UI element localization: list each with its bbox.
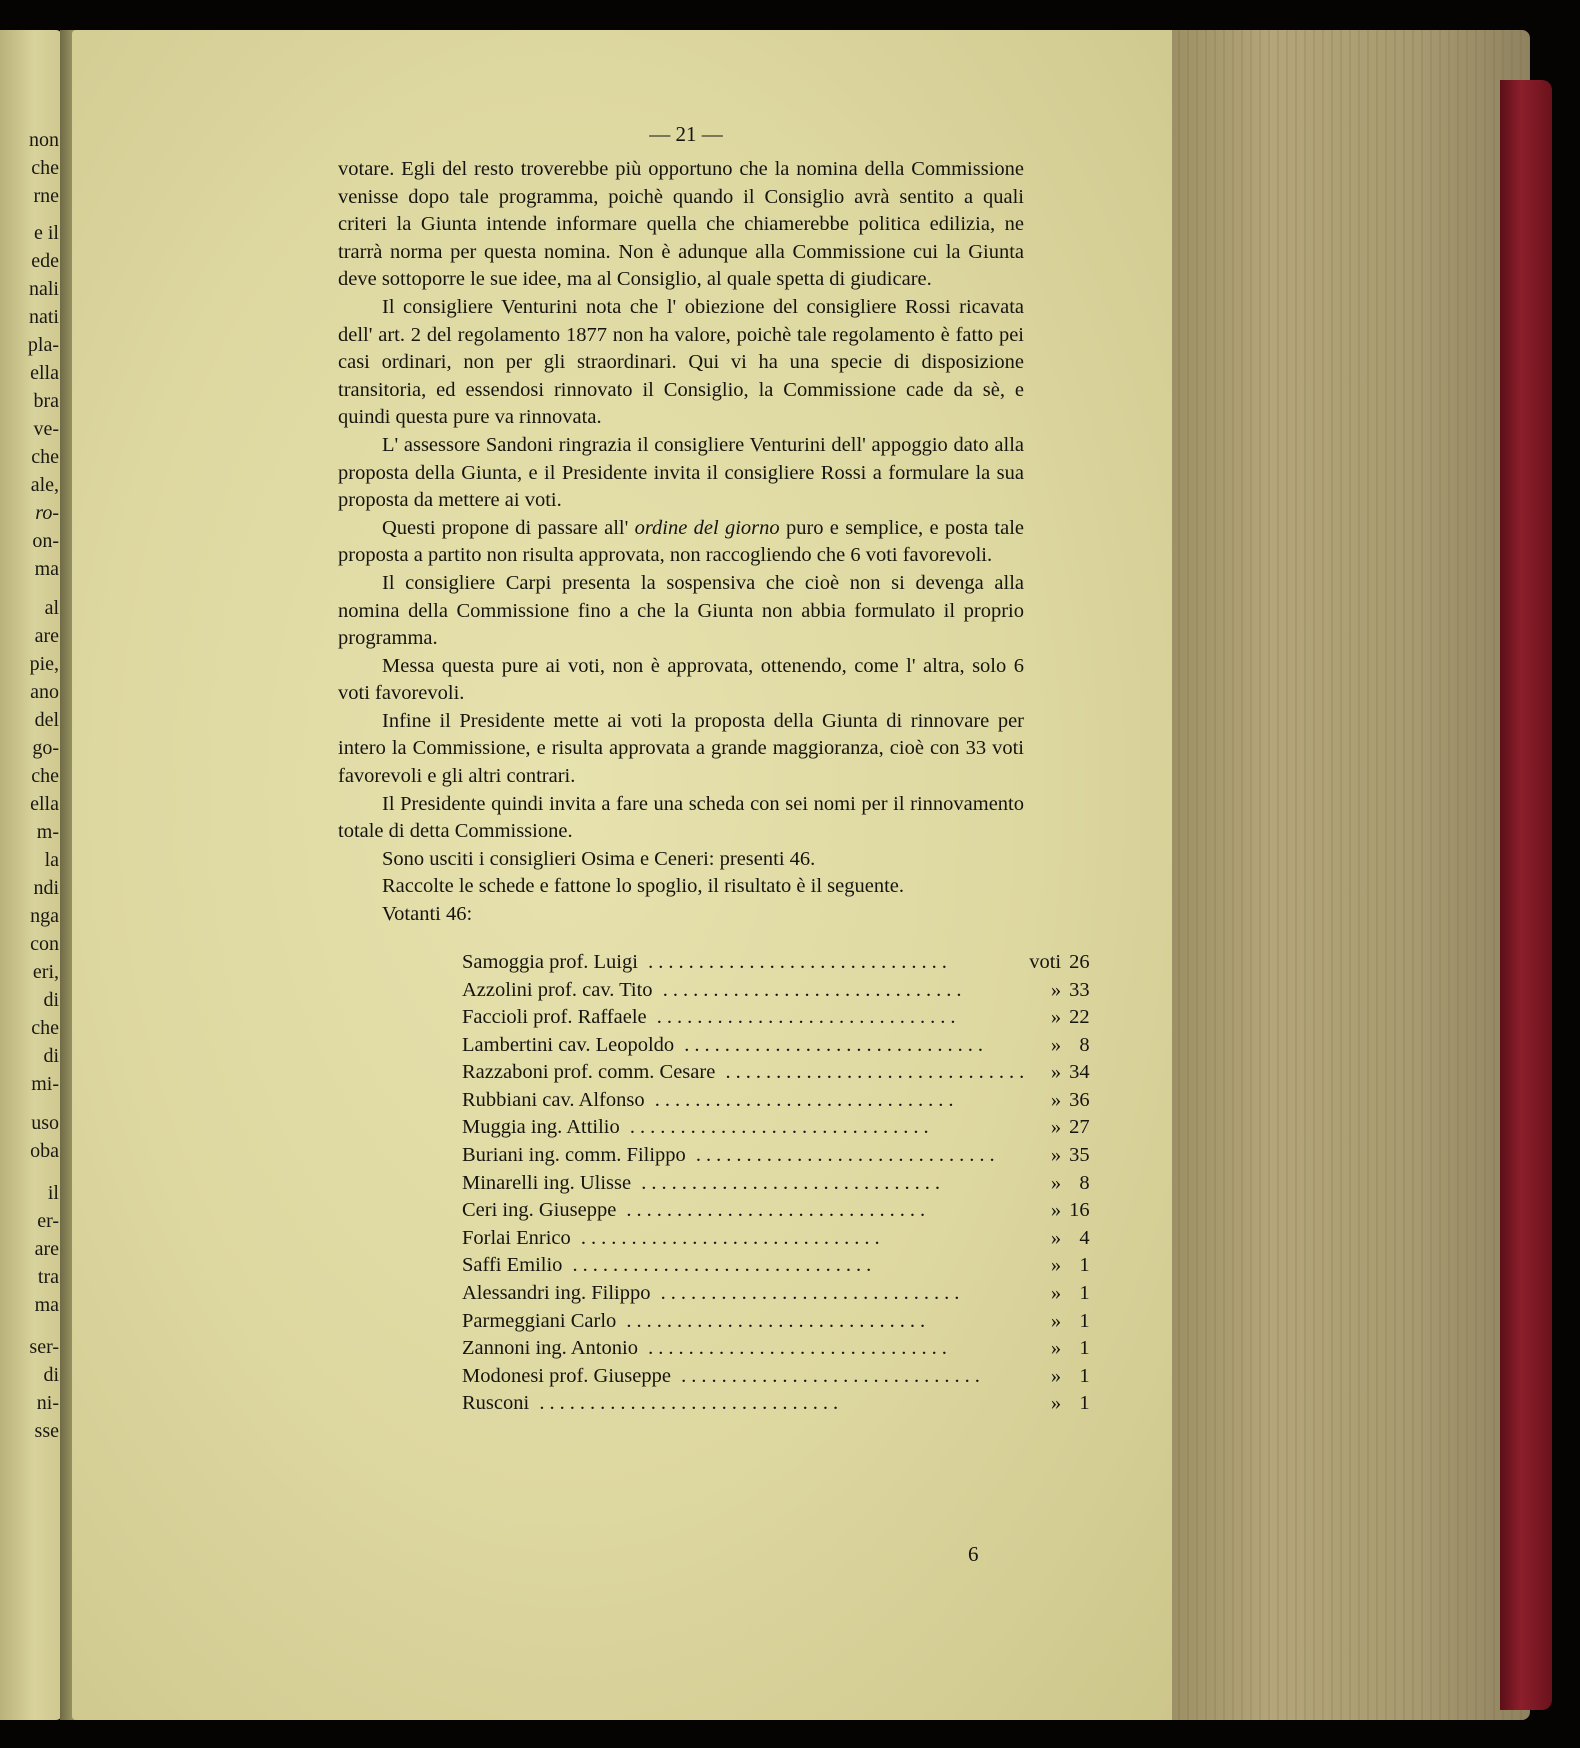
left-page-fragment-text: ni- [36,1392,59,1414]
leader-dots: .............................. [637,1337,952,1360]
leader-dots: .............................. [562,1254,877,1277]
vote-count: 26 [1069,950,1090,973]
left-page-fragment-text: di [43,1045,59,1067]
left-page-fragment-text: ser- [29,1336,59,1358]
candidate-cell [462,1059,1029,1087]
vote-unit: » [1050,1364,1062,1387]
vote-row [462,1197,1090,1225]
candidate-name: Razzaboni prof. comm. Cesare [462,1061,716,1084]
candidate-cell [462,1197,1029,1225]
candidate-name: Forlai Enrico [462,1226,571,1249]
paragraph: Messa questa pure ai voti, non è approvata, ottenendo, come l' altra, solo 6 voti favorevoli. [338,654,1024,705]
leader-dots: .............................. [637,950,952,973]
candidate-name: Faccioli prof. Raffaele [462,1006,647,1029]
candidate-cell [462,1087,1029,1115]
paragraph: L' assessore Sandoni ringrazia il consigliere Venturini dell' appoggio dato alla proposta della Giunta, e il Presidente invita il consigliere Rossi a formulare la sua proposta da mettere ai voti. [338,433,1024,512]
candidate-name: Samoggia prof. Luigi [462,950,638,973]
candidate-name: Saffi Emilio [462,1254,563,1277]
vote-unit: » [1050,1282,1062,1305]
left-page-fragment-text: di [43,989,59,1011]
paragraph-text: puro e semplice, e posta tale proposta a partito non risulta approvata, non raccogliendo che 6 voti favorevoli. [338,516,1025,567]
paragraph-italic-text: ordine del giorno [634,516,780,539]
left-page-fragment-text: e il [34,222,59,244]
candidate-name: Azzolini prof. cav. Tito [462,978,653,1001]
candidate-name: Parmeggiani Carlo [462,1309,617,1332]
vote-row [462,1225,1090,1253]
candidate-cell [462,949,1029,977]
candidate-cell [462,976,1029,1004]
paragraph-text: Questi propone di passare all' [382,516,635,539]
left-page-fragment-text: ro- [35,502,59,524]
vote-row [462,1252,1090,1280]
vote-unit: voti [1029,950,1062,973]
left-page-fragment-text: di [43,1364,59,1386]
vote-count: 35 [1069,1144,1090,1167]
candidate-cell [462,1363,1029,1391]
candidate-cell [462,1390,1029,1418]
vote-count: 34 [1069,1061,1090,1084]
vote-count: 4 [1079,1226,1090,1249]
votes-table [462,949,1090,1418]
leader-dots: .............................. [616,1309,931,1332]
vote-row [462,1004,1090,1032]
vote-unit: » [1050,978,1062,1001]
candidate-cell [462,1142,1029,1170]
candidate-cell [462,1280,1029,1308]
left-page-fragment-text: ma [34,1294,59,1316]
vote-unit: » [1050,1309,1062,1332]
vote-count: 1 [1079,1282,1090,1305]
paragraph: Il consigliere Venturini nota che l' obiezione del consigliere Rossi ricavata dell' art. 2 del regolamento 1877 non ha valore, poichè tale regolamento è fatto pei casi ordinari, non per gli straordinari. Qui vi ha una specie di disposizione transitoria, ed essendosi rinnovato il Consiglio, la Commissione cade da sè, e quindi questa pure va rinnovata. [338,295,1024,429]
vote-count: 33 [1069,978,1090,1001]
vote-count: 16 [1069,1199,1090,1222]
vote-row [462,1363,1090,1391]
candidate-cell [462,1169,1029,1197]
left-page-fragment-text: uso [31,1112,59,1134]
vote-row [462,1169,1090,1197]
left-page-fragment-text: non [29,129,59,151]
left-page-fragment-text: tra [37,1266,59,1288]
left-page-fragment-text: del [34,709,59,731]
left-page-fragment-text: ella [30,793,59,815]
leader-dots: .............................. [570,1226,885,1249]
left-page-fragment-text: che [31,446,59,468]
left-page-fragment-text: con [30,933,59,955]
paragraph: Raccolte le schede e fattone lo spoglio, il risultato è il seguente. [382,875,905,898]
leader-dots: .............................. [652,978,967,1001]
vote-row [462,1280,1090,1308]
vote-row [462,976,1090,1004]
vote-unit: » [1050,1226,1062,1249]
paragraph [338,515,1024,570]
left-page-fragment-text: rne [33,185,59,207]
paragraph: Votanti 46: [382,903,473,926]
vote-count: 1 [1079,1337,1090,1360]
book-cover [1500,80,1552,1710]
vote-unit: » [1050,1033,1062,1056]
candidate-name: Modonesi prof. Giuseppe [462,1364,671,1387]
candidate-cell [462,1004,1029,1032]
candidate-cell [462,1114,1029,1142]
vote-count: 27 [1069,1116,1090,1139]
candidate-name: Lambertini cav. Leopoldo [462,1033,675,1056]
left-page-fragment-text: ndi [33,877,59,899]
leader-dots: .............................. [646,1006,961,1029]
left-page-fragment-text: il [47,1182,59,1204]
vote-count: 1 [1079,1254,1090,1277]
candidate-cell [462,1225,1029,1253]
vote-unit: » [1050,1171,1062,1194]
candidate-name: Muggia ing. Attilio [462,1116,620,1139]
signature-mark: 6 [968,1542,979,1566]
candidate-cell [462,1307,1029,1335]
left-page-fragment-text: eri, [32,961,59,983]
vote-count: 1 [1079,1392,1090,1415]
vote-row [462,1059,1090,1087]
vote-row [462,1307,1090,1335]
leader-dots: .............................. [631,1171,945,1194]
vote-count: 22 [1069,1006,1090,1029]
vote-unit: » [1050,1061,1062,1084]
page-edges [1160,30,1530,1720]
paragraph: Il Presidente quindi invita a fare una scheda con sei nomi per il rinnovamento totale di detta Commissione. [338,792,1024,843]
leader-dots: .............................. [644,1088,959,1111]
vote-unit: » [1050,1199,1062,1222]
leader-dots: .............................. [616,1199,931,1222]
vote-row [462,1114,1090,1142]
vote-unit: » [1050,1392,1062,1415]
candidate-name: Zannoni ing. Antonio [462,1337,638,1360]
left-page-fragment-text: on- [32,530,59,552]
left-page-fragment-text: nga [30,905,59,927]
leader-dots: .............................. [650,1282,965,1305]
paragraph: Infine il Presidente mette ai voti la proposta della Giunta di rinnovare per intero la Commissione, e risulta approvata a grande maggioranza, cioè con 33 voti favorevoli e gli altri contrari. [338,709,1024,788]
vote-unit: » [1050,1337,1062,1360]
left-page-fragment-text: m- [36,821,59,843]
left-page-fragment-text: la [44,849,59,871]
vote-count: 1 [1079,1364,1090,1387]
leader-dots: .............................. [685,1144,1000,1167]
candidate-name: Alessandri ing. Filippo [462,1282,651,1305]
left-page-fragment-text: che [31,1017,59,1039]
left-page-fragment-text: bra [33,390,59,412]
candidate-name: Minarelli ing. Ulisse [462,1171,632,1194]
left-page-fragment-text: pie, [29,653,59,675]
vote-row [462,1031,1090,1059]
candidate-name: Rusconi [462,1392,530,1415]
vote-unit: » [1050,1254,1062,1277]
vote-unit: » [1050,1116,1062,1139]
left-page-fragment-text: ma [34,558,59,580]
candidate-cell [462,1335,1029,1363]
vote-row [462,1087,1090,1115]
page-number-header: — 21 — [649,122,723,146]
vote-unit: » [1050,1006,1062,1029]
leader-dots: .............................. [670,1364,985,1387]
left-page-fragment-text: ve- [33,418,59,440]
vote-unit: » [1050,1144,1062,1167]
leader-dots: .............................. [674,1033,989,1056]
vote-row [462,1390,1090,1418]
paragraph: Il consigliere Carpi presenta la sospensiva che cioè non si devenga alla nomina della Commissione fino a che la Giunta non abbia formulato il proprio programma. [338,571,1024,650]
candidate-name: Ceri ing. Giuseppe [462,1199,617,1222]
left-page-fragment-text: nali [29,278,59,300]
left-page-fragment [0,30,62,1720]
left-page-fragment-text: mi- [31,1073,59,1095]
candidate-name: Buriani ing. comm. Filippo [462,1144,686,1167]
page-text-block [338,118,1090,1418]
left-page-fragment-text: al [44,597,59,619]
left-page-fragment-text: oba [30,1140,59,1162]
leader-dots: .............................. [715,1061,1030,1084]
paragraph: votare. Egli del resto troverebbe più opportuno che la nomina della Commissione venisse dopo tale programma, poichè quando il Consiglio avrà sentito a quali criteri la Giunta intende informare quella che chiamerebbe politica edilizia, ne trarrà norma per questa nomina. Non è adunque alla Commissione cui la Giunta deve sottoporre le sue idee, ma al Consiglio, al quale spetta di giudicare. [338,158,1024,291]
candidate-cell [462,1252,1029,1280]
vote-row [462,1335,1090,1363]
paragraph: Sono usciti i consiglieri Osima e Ceneri: presenti 46. [382,847,816,870]
left-page-fragment-text: ale, [30,474,59,496]
vote-count: 36 [1069,1088,1090,1111]
candidate-name: Rubbiani cav. Alfonso [462,1088,645,1111]
vote-row [462,949,1090,977]
leader-dots: .............................. [619,1116,934,1139]
left-page-fragment-text: go- [32,737,59,759]
left-page-fragment-text: are [34,625,59,647]
left-page-fragment-text: ella [30,362,59,384]
leader-dots: .............................. [529,1392,844,1415]
vote-row [462,1142,1090,1170]
left-page-fragment-text: er- [37,1210,59,1232]
body-paragraphs [338,156,1024,929]
left-page-fragment-text: che [31,765,59,787]
left-page-fragment-text: ano [30,681,59,703]
left-page-fragment-text: nati [29,306,59,328]
left-page-fragment-text: che [31,157,59,179]
vote-count: 1 [1079,1309,1090,1332]
vote-count: 8 [1079,1033,1090,1056]
vote-unit: » [1050,1088,1062,1111]
left-page-fragment-text: ede [31,250,59,272]
vote-count: 8 [1079,1171,1090,1194]
left-page-fragment-text: sse [34,1420,59,1442]
left-page-fragment-text: are [34,1238,59,1260]
candidate-cell [462,1031,1029,1059]
left-page-fragment-text: pla- [27,334,59,356]
